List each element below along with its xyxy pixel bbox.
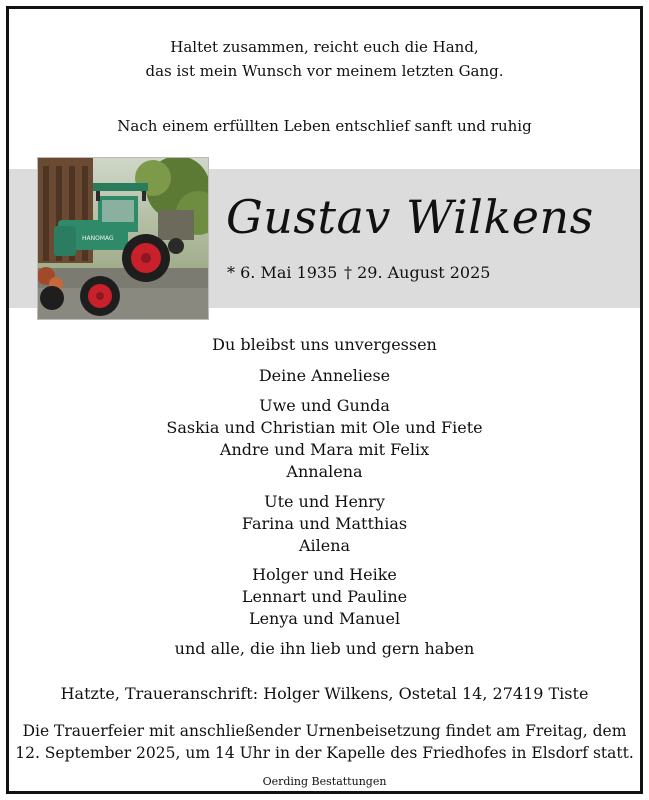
intro-text: Nach einem erfüllten Leben entschlief sanft und ruhig <box>117 117 532 135</box>
mourner-line: Lenya und Manuel <box>248 609 401 628</box>
poem-line-2: das ist mein Wunsch vor meinem letzten Gang. <box>145 62 504 80</box>
mourner-line: Lennart und Pauline <box>241 587 408 606</box>
deceased-name: Gustav Wilkens <box>226 190 594 244</box>
ceremony-line-2: 12. September 2025, um 14 Uhr in der Kapelle des Friedhofes in Elsdorf statt. <box>15 744 634 762</box>
undertaker-name: Oerding Bestattungen <box>262 775 387 788</box>
birth-date: * 6. Mai 1935 <box>227 263 338 282</box>
death-date: † 29. August 2025 <box>344 263 491 282</box>
mourner-line: Andre und Mara mit Felix <box>219 440 430 459</box>
mourner-line: Ute und Henry <box>264 492 385 511</box>
tractor-label: HANOMAG <box>82 235 114 242</box>
mourner-line: Deine Anneliese <box>258 366 391 385</box>
mourner-line: Annalena <box>286 462 363 481</box>
mourner-line: Farina und Matthias <box>241 514 408 533</box>
ceremony-line-1: Die Trauerfeier mit anschließender Urnenbeisetzung findet am Freitag, dem <box>22 722 627 740</box>
mourner-closing: und alle, die ihn lieb und gern haben <box>174 639 475 658</box>
mourning-address: Hatzte, Traueranschrift: Holger Wilkens, Ostetal 14, 27419 Tiste <box>60 684 589 703</box>
mourner-line: Uwe und Gunda <box>259 396 390 415</box>
mourner-line: Ailena <box>298 536 351 555</box>
remembrance-text: Du bleibst uns unvergessen <box>212 335 437 354</box>
tractor-photo <box>38 158 208 319</box>
poem-line-1: Haltet zusammen, reicht euch die Hand, <box>170 38 479 56</box>
mourner-line: Saskia und Christian mit Ole und Fiete <box>166 418 483 437</box>
mourner-line: Holger und Heike <box>252 565 397 584</box>
